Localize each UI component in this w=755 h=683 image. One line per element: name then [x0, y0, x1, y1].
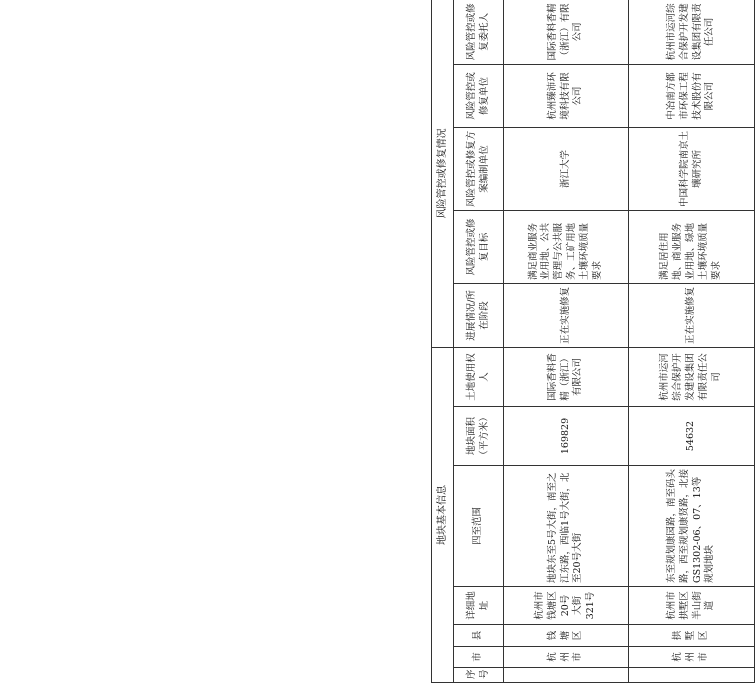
table-row	[629, 0, 755, 683]
cell-plan-unit: 中国科学院南京土壤研究所	[629, 127, 755, 210]
cell-boundary: 东至规划康园路，南至码头路，西至规划康贤路，北接GS1302-06、07、13等规划地块	[629, 466, 755, 587]
cell-index	[629, 668, 755, 683]
cell-client: 国际香料香精（浙江）有限公司	[504, 0, 629, 64]
col-header-boundary: 四至范围	[454, 466, 504, 587]
cell-plan-unit: 浙江大学	[504, 127, 629, 210]
col-header-county: 县	[454, 625, 504, 647]
cell-address: 杭州市拱墅区半山街道	[629, 587, 755, 625]
col-header-land-user: 土地使用权人	[454, 347, 504, 406]
col-header-address: 详细地址	[454, 587, 504, 625]
cell-county: 钱塘区	[504, 625, 629, 647]
rotated-table-wrapper	[431, 0, 754, 683]
cell-progress: 正在实施修复	[504, 283, 629, 347]
cell-address: 杭州市钱塘区20号大街321号	[504, 587, 629, 625]
cell-target: 满足居住用地、商业服务业用地、绿地土壤环境质量要求	[629, 210, 755, 283]
col-header-city: 市	[454, 647, 504, 668]
remediation-table	[431, 0, 755, 683]
table-row	[504, 0, 629, 683]
col-header-executor: 风险管控或修复单位	[454, 64, 504, 127]
cell-client: 杭州市运河综合保护开发建设集团有限责任公司	[629, 0, 755, 64]
group-header-row	[432, 0, 454, 683]
col-header-client: 风险管控或修复委托人	[454, 0, 504, 64]
cell-target: 满足商业服务业用地、公共管理与公共服务、工矿用地土壤环境质量要求	[504, 210, 629, 283]
col-header-progress: 进展情况/所在阶段	[454, 283, 504, 347]
cell-area: 169829	[504, 407, 629, 466]
cell-progress: 正在实施修复	[629, 283, 755, 347]
group-header-basic-info: 地块基本信息	[432, 347, 454, 682]
cell-area: 54632	[629, 407, 755, 466]
cell-boundary: 地块东至5号大街，南至之江东路，西临1号大街，北至20号大街	[504, 466, 629, 587]
cell-executor: 杭州臻沛环境科技有限公司	[504, 64, 629, 127]
col-header-target: 风险管控或修复目标	[454, 210, 504, 283]
cell-city: 杭州市	[629, 647, 755, 668]
cell-county: 拱墅区	[629, 625, 755, 647]
column-header-row	[454, 0, 504, 683]
col-header-area: 地块面积（平方米）	[454, 407, 504, 466]
cell-executor: 中冶南方都市环保工程技术股份有限公司	[629, 64, 755, 127]
cell-city: 杭州市	[504, 647, 629, 668]
cell-index	[504, 668, 629, 683]
group-header-risk-control: 风险管控或修复情况	[432, 0, 454, 347]
cell-land-user: 杭州市运河综合保护开发建设集团有限责任公司	[629, 347, 755, 406]
cell-land-user: 国际香料香精（浙江）有限公司	[504, 347, 629, 406]
col-header-plan-unit: 风险管控或修复方案编制单位	[454, 127, 504, 210]
col-header-index: 序号	[454, 668, 504, 683]
